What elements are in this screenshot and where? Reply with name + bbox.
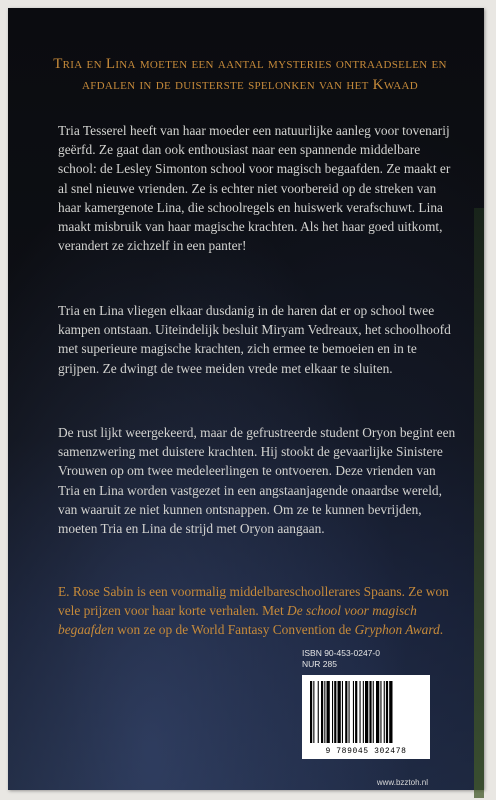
barcode-bar [355, 681, 357, 743]
barcode-number: 9 789045 302478 [325, 747, 407, 756]
barcode-bar [327, 681, 330, 743]
isbn-block [302, 648, 430, 759]
barcode-bars [310, 681, 422, 743]
barcode-bar [342, 681, 343, 743]
barcode-bar [321, 681, 323, 743]
barcode-bar [345, 681, 347, 743]
publisher-url: www.bzztoh.nl [376, 778, 428, 787]
author-bio [58, 582, 458, 640]
blurb-paragraph-2: Tria en Lina vliegen elkaar dusdanig in de haren dat er op school twee kampen ontstaan. Uiteindelijk besluit Miryam Vedreaux, het schoolhoofd met superieure magische krachten, zich ermee te bemoeien en in te grijpen. Ze dwingt de twee meiden vrede met elkaar te sluiten. [58, 303, 451, 376]
author-bio-text-3: . [439, 622, 444, 638]
barcode-bar [332, 681, 333, 743]
isbn-label: ISBN 90-453-0247-0 [302, 648, 380, 658]
author-bio-text-1: E. Rose Sabin is een voormalig middelbareschoollerares Spaans. Ze won vele prijzen voor haar korte verhalen. Met [58, 584, 449, 619]
barcode [302, 675, 430, 759]
nur-label: NUR 285 [302, 659, 337, 669]
barcode-bar [310, 681, 312, 743]
barcode-bar [384, 681, 385, 743]
barcode-bar [365, 681, 368, 743]
barcode-bar [376, 681, 379, 743]
barcode-bar [363, 681, 364, 743]
cover-edge [474, 208, 484, 798]
book-back-cover [8, 8, 484, 790]
barcode-bar [369, 681, 371, 743]
barcode-bar [386, 681, 388, 743]
barcode-bar [334, 681, 336, 743]
barcode-bar [380, 681, 381, 743]
barcode-bar [349, 681, 350, 743]
barcode-bar [360, 681, 361, 743]
barcode-bar [318, 681, 319, 743]
author-bio-award: Gryphon Award [354, 622, 440, 638]
tagline: Tria en Lina moeten een aantal mysteries ontraadselen en afdalen in de duisterste spelonken van het Kwaad [53, 56, 447, 93]
blurb-paragraph-3: De rust lijkt weergekeerd, maar de gefrustreerde student Oryon begint een samenzwering met duistere krachten. Hij stookt de gevaarlijke Sinistere Vrouwen op om twee medeleerlingen te ontvoeren. Deze vrienden van Tria en Lina worden vastgezet in een angstaanjagende onaardse wereld, van waaruit ze niet kunnen ontsnappen. Om ze te kunnen bevrijden, moeten Tria en Lina de strijd met Oryon aangaan. [58, 425, 456, 537]
blurb-paragraph-1: Tria Tesserel heeft van haar moeder een natuurlijke aanleg voor tovenarij geërfd. Ze gaat dan ook enthousiast naar een spannende middelbare school: de Lesley Simonton school voor magisch begaafden. Ze maakt er al snel nieuwe vrienden. Ze is echter niet voorbereid op de streken van haar kamergenote Lina, die schoolregels en huiswerk verafschuwt. Lina maakt misbruik van haar magische krachten. Als het haar goed uitkomt, verandert ze zichzelf in een panter! [58, 123, 451, 254]
author-bio-book-title: De school voor magisch begaafden [58, 603, 417, 638]
barcode-bar [338, 681, 341, 743]
barcode-bar [324, 681, 325, 743]
author-bio-text-2: won ze op de World Fantasy Convention de [113, 622, 355, 638]
barcode-bar [313, 681, 314, 743]
barcode-bar [373, 681, 374, 743]
barcode-bar [353, 681, 354, 743]
barcode-bar [389, 681, 392, 743]
